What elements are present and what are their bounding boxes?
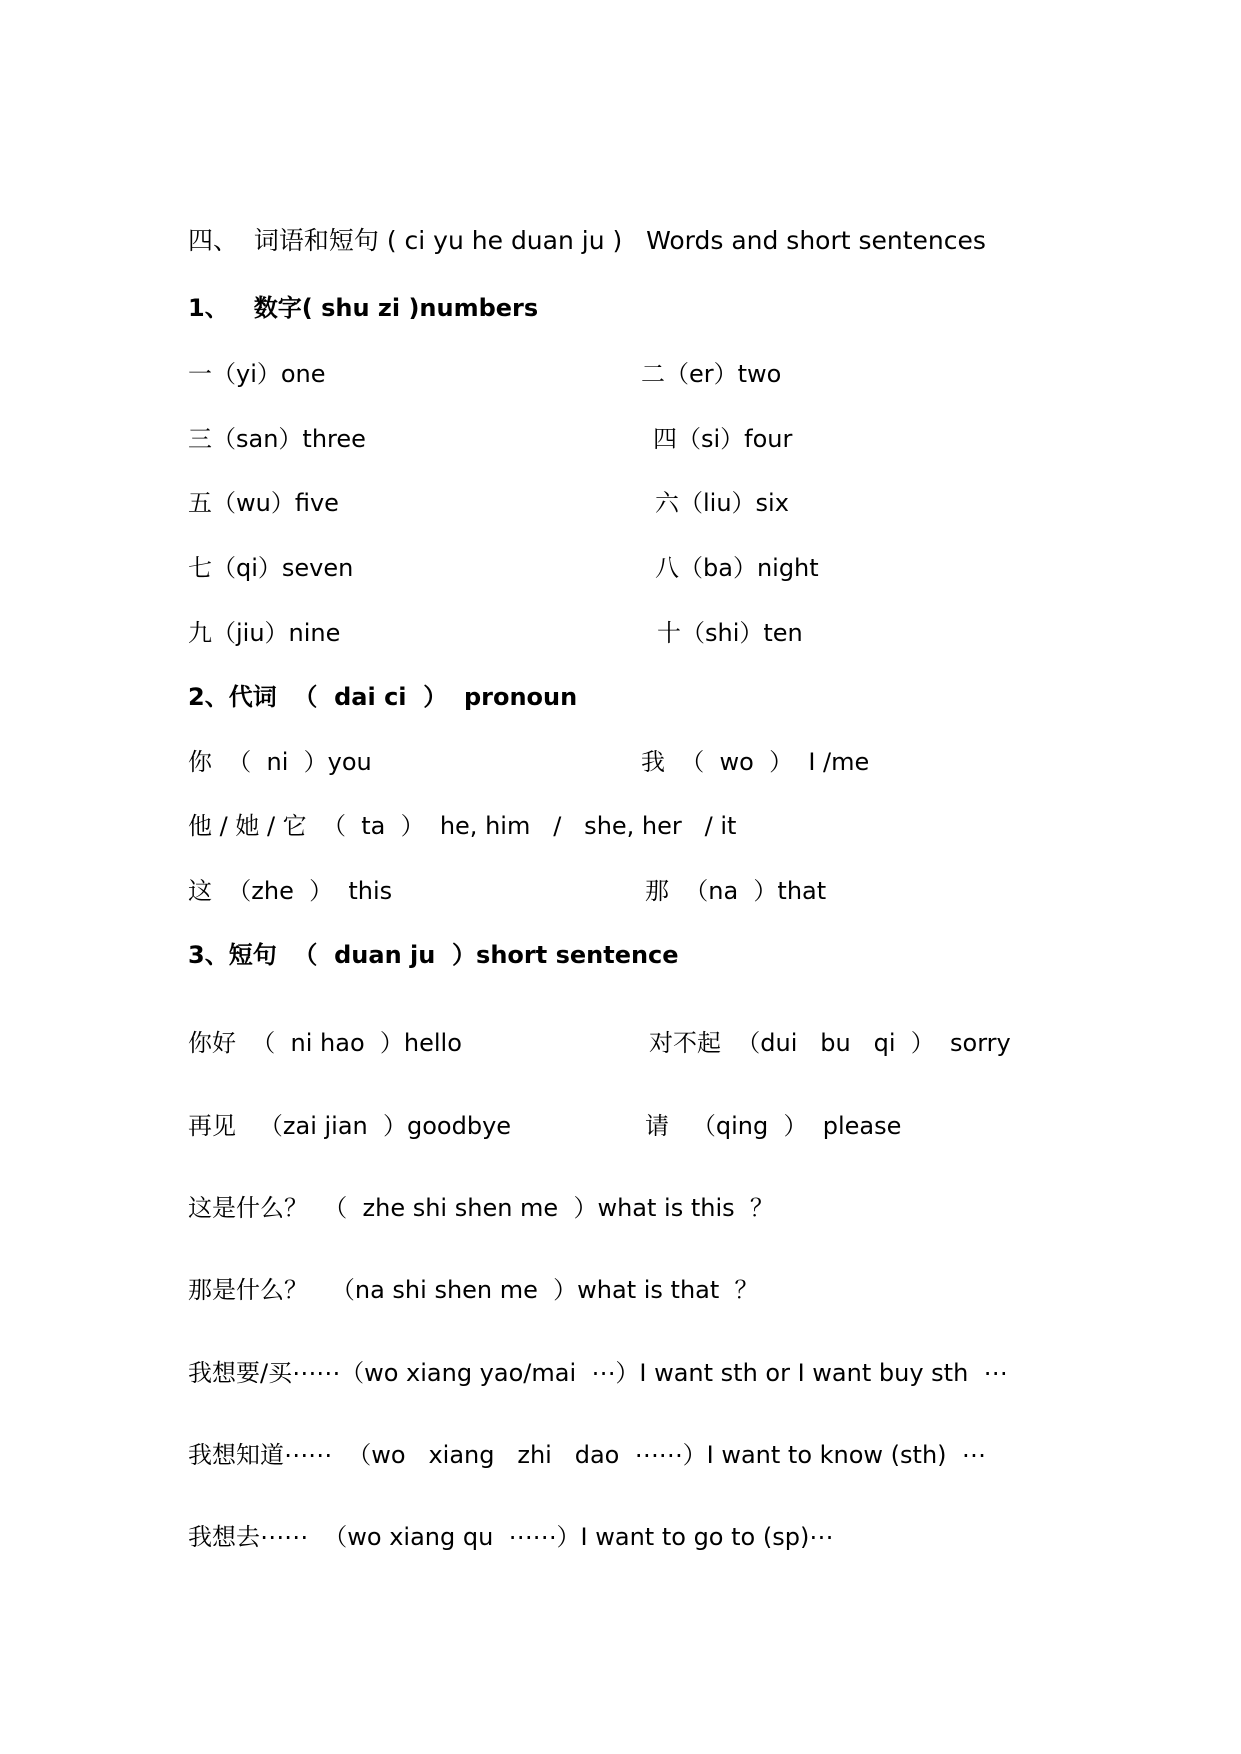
pronoun-item: 我 （ wo ） I /me	[641, 748, 870, 776]
sentence-item: 再见 （zai jian ）goodbye	[188, 1112, 512, 1140]
numbers-heading: 1、 数字( shu zi )numbers	[188, 294, 539, 322]
number-item: 八（ba）night	[655, 554, 819, 582]
number-item: 二（er）two	[641, 360, 782, 388]
pronoun-item: 他 / 她 / 它 （ ta ） he, him / she, her / it	[188, 812, 737, 840]
sentence-item: 你好 （ ni hao ）hello	[188, 1029, 462, 1057]
pronoun-item: 那 （na ）that	[645, 877, 827, 905]
number-item: 十（shi）ten	[657, 619, 803, 647]
sentence-item: 这是什么？ （ zhe shi shen me ）what is this ？	[188, 1194, 774, 1222]
sentence-item: 我想知道⋯⋯ （wo xiang zhi dao ⋯⋯）I want to know (sth) ⋯	[188, 1441, 986, 1469]
number-item: 四（si）four	[653, 425, 793, 453]
number-item: 九（jiu）nine	[188, 619, 341, 647]
sentence-item: 我想要/买⋯⋯（wo xiang yao/mai ⋯）I want sth or I want buy sth ⋯	[188, 1359, 1008, 1387]
sentence-item: 我想去⋯⋯ （wo xiang qu ⋯⋯）I want to go to (sp)⋯	[188, 1523, 834, 1551]
number-item: 一（yi）one	[188, 360, 326, 388]
pronoun-item: 这 （zhe ） this	[188, 877, 393, 905]
pronouns-heading: 2、代词 （ dai ci ） pronoun	[188, 683, 578, 711]
number-item: 六（liu）six	[655, 489, 789, 517]
number-item: 七（qi）seven	[188, 554, 354, 582]
sentence-item: 对不起 （dui bu qi ） sorry	[649, 1029, 1011, 1057]
number-item: 五（wu）five	[188, 489, 339, 517]
section-title: 四、 词语和短句 ( ci yu he duan ju ) Words and short sentences	[188, 226, 986, 255]
sentence-item: 请 （qing ） please	[645, 1112, 902, 1140]
number-item: 三（san）three	[188, 425, 366, 453]
sentence-item: 那是什么？ （na shi shen me ）what is that ？	[188, 1276, 759, 1304]
pronoun-item: 你 （ ni ）you	[188, 748, 372, 776]
sentences-heading: 3、短句 （ duan ju ）short sentence	[188, 941, 679, 969]
